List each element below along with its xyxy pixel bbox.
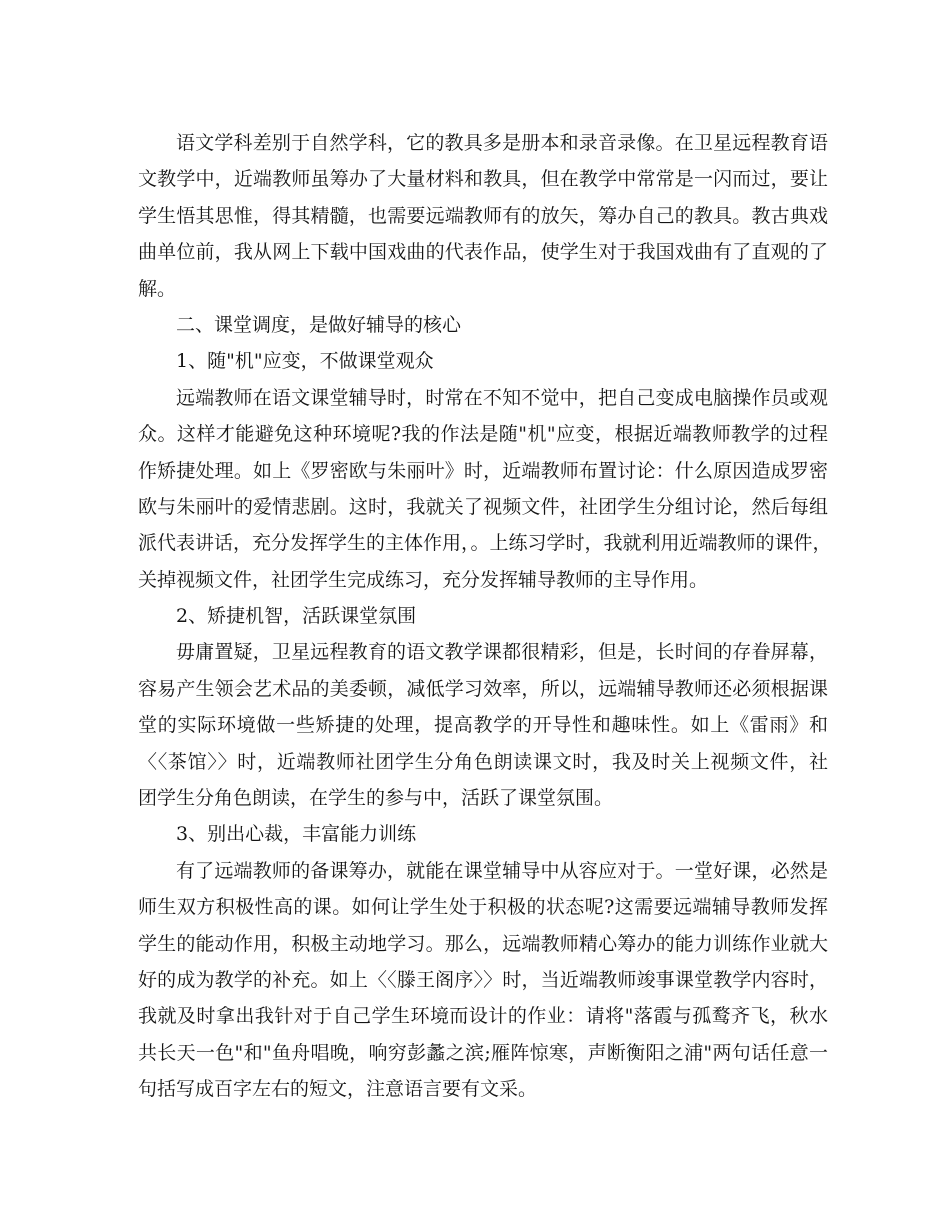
text-line: 师生双方积极性高的课。如何让学生处于积极的状态呢?这需要远端辅导教师发挥 — [138, 896, 828, 919]
text-line: 关掉视频文件，社团学生完成练习，充分发挥辅导教师的主导作用。 — [138, 568, 709, 591]
text-line: 解。 — [138, 277, 177, 300]
section-heading: 二、课堂调度，是做好辅导的核心 — [176, 313, 462, 336]
text-line: 学生悟其思惟，得其精髓，也需要远端教师有的放矢，筹办自己的教具。教古典戏 — [138, 204, 828, 227]
text-line: 远端教师在语文课堂辅导时，时常在不知不觉中，把自己变成电脑操作员或观 — [176, 386, 828, 409]
text-line: 毋庸置疑，卫星远程教育的语文教学课都很精彩，但是，长时间的存眷屏幕， — [176, 641, 828, 664]
subsection-heading: 2、矫捷机智，活跃课堂氛围 — [176, 605, 417, 628]
text-line: 句括写成百字左右的短文，注意语言要有文采。 — [138, 1078, 538, 1101]
text-line: 团学生分角色朗读，在学生的参与中，活跃了课堂氛围。 — [138, 787, 614, 810]
subsection-heading: 1、随"机"应变，不做课堂观众 — [176, 350, 434, 373]
document-body — [138, 125, 832, 1108]
text-line: 语文学科差别于自然学科，它的教具多是册本和录音录像。在卫星远程教育语 — [176, 132, 828, 154]
text-line: 众。这样才能避免这种环境呢?我的作法是随"机"应变，根据近端教师教学的过程 — [138, 423, 828, 446]
text-line: 容易产生领会艺术品的美委顿，减低学习效率，所以，远端辅导教师还必须根据课 — [138, 677, 828, 700]
text-line: 派代表讲话，充分发挥学生的主体作用，。上练习学时，我就利用近端教师的课件， — [138, 532, 832, 555]
text-line: 〈〈茶馆〉〉时，近端教师社团学生分角色朗读课文时，我及时关上视频文件，社 — [138, 750, 828, 773]
text-line: 共长天一色"和"鱼舟唱晚，响穷彭蠡之滨;雁阵惊寒，声断衡阳之浦"两句话任意一 — [138, 1041, 828, 1064]
subsection-heading: 3、别出心裁，丰富能力训练 — [176, 823, 417, 846]
text-line: 文教学中，近端教师虽筹办了大量材料和教具，但在教学中常常是一闪而过，要让 — [138, 168, 828, 191]
text-line: 曲单位前，我从网上下载中国戏曲的代表作品，使学生对于我国戏曲有了直观的了 — [138, 241, 828, 264]
text-line: 有了远端教师的备课筹办，就能在课堂辅导中从容应对于。一堂好课，必然是 — [176, 859, 828, 882]
text-line: 欧与朱丽叶的爱情悲剧。这时，我就关了视频文件，社团学生分组讨论，然后每组 — [138, 495, 828, 518]
text-line: 我就及时拿出我针对于自己学生环境而设计的作业：请将"落霞与孤鹜齐飞，秋水 — [138, 1005, 828, 1028]
text-line: 作矫捷处理。如上《罗密欧与朱丽叶》时，近端教师布置讨论：什么原因造成罗密 — [138, 459, 828, 482]
text-line: 学生的能动作用，积极主动地学习。那么，远端教师精心筹办的能力训练作业就大 — [138, 932, 828, 955]
text-line: 堂的实际环境做一些矫捷的处理，提高教学的开导性和趣味性。如上《雷雨》和 — [138, 714, 828, 737]
text-line: 好的成为教学的补充。如上〈〈滕王阁序〉〉时，当近端教师竣事课堂教学内容时， — [138, 968, 828, 991]
